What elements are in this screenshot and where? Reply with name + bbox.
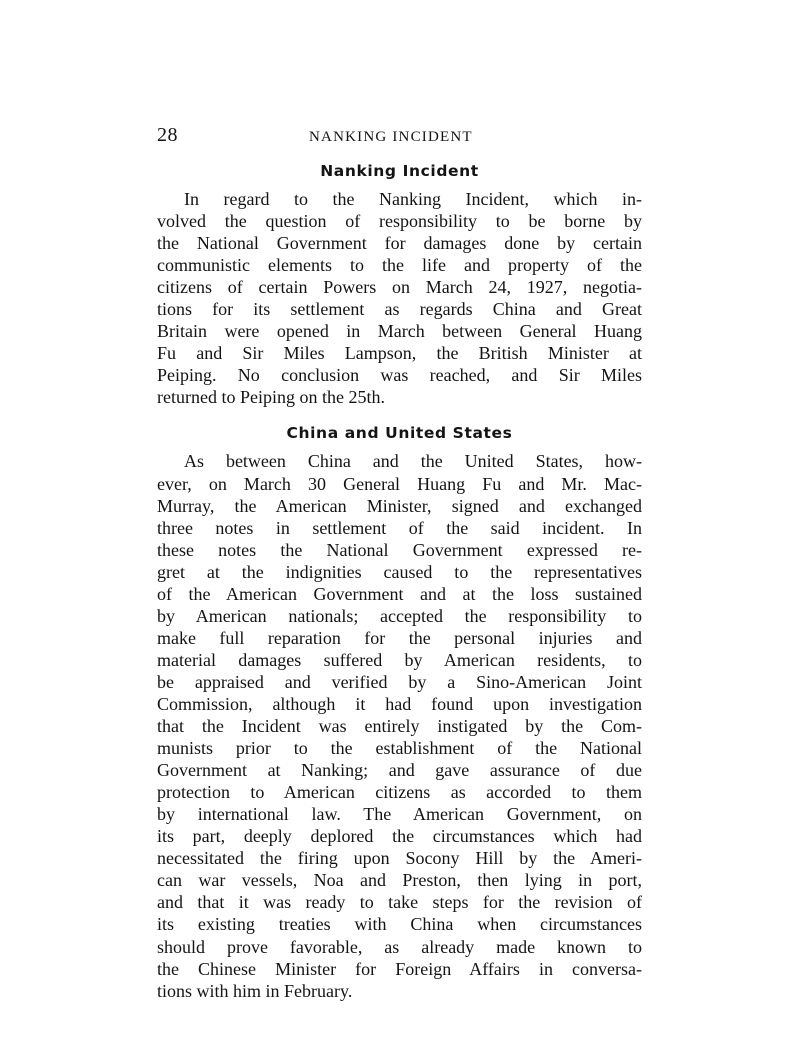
text-line: gret at the indignities caused to the representatives [157, 561, 642, 582]
text-line: volved the question of responsibility to be borne by [157, 211, 642, 232]
text-line: of the American Government and at the loss sustained [157, 583, 642, 604]
text-line: citizens of certain Powers on March 24, 1927, negotia- [157, 277, 642, 298]
section-heading-china-and-united-states: China and United States [286, 424, 513, 443]
text-line: necessitated the firing upon Socony Hill by the Ameri- [157, 848, 642, 869]
text-line: should prove favorable, as already made known to [157, 936, 642, 957]
text-line: these notes the National Government expressed re- [157, 539, 642, 560]
section-heading-nanking-incident: Nanking Incident [320, 162, 479, 180]
text-line: communistic elements to the life and property of the [157, 255, 642, 276]
book-page [157, 124, 642, 1002]
running-title: NANKING INCIDENT [309, 129, 473, 145]
text-line: the Chinese Minister for Foreign Affairs in conversa- [157, 958, 642, 979]
text-line: tions with him in February. [157, 980, 353, 1001]
text-line: make full reparation for the personal injuries and [157, 627, 642, 648]
page-number: 28 [157, 124, 178, 146]
paragraph-china-and-united-states [157, 450, 642, 1001]
text-line: and that it was ready to take steps for the revision of [157, 892, 642, 913]
text-line: Peiping. No conclusion was reached, and Sir Miles [157, 365, 642, 386]
text-line: ever, on March 30 General Huang Fu and Mr. Mac- [157, 473, 642, 494]
text-line: munists prior to the establishment of the National [157, 738, 642, 759]
text-line: In regard to the Nanking Incident, which in- [184, 189, 642, 209]
text-line: by international law. The American Government, on [157, 804, 642, 825]
text-line: Fu and Sir Miles Lampson, the British Minister at [157, 343, 642, 364]
text-line: can war vessels, Noa and Preston, then lying in port, [157, 870, 642, 891]
text-line: material damages suffered by American residents, to [157, 649, 642, 670]
text-line: its existing treaties with China when circumstances [157, 914, 642, 935]
text-line: returned to Peiping on the 25th. [157, 387, 385, 408]
text-line: the National Government for damages done by certain [157, 233, 642, 254]
running-head [157, 124, 642, 152]
text-line: protection to American citizens as accorded to them [157, 782, 642, 803]
text-line: be appraised and verified by a Sino-American Joint [157, 671, 642, 692]
text-line: Murray, the American Minister, signed and exchanged [157, 495, 642, 516]
paragraph-nanking-incident [157, 188, 642, 408]
text-line: Britain were opened in March between General Huang [157, 321, 642, 342]
text-line: Government at Nanking; and gave assurance of due [157, 760, 642, 781]
text-line: tions for its settlement as regards China and Great [157, 299, 642, 320]
text-line: by American nationals; accepted the responsibility to [157, 605, 642, 626]
text-line: that the Incident was entirely instigated by the Com- [157, 716, 642, 737]
text-line: three notes in settlement of the said incident. In [157, 517, 642, 538]
text-line: its part, deeply deplored the circumstances which had [157, 826, 642, 847]
text-line: Commission, although it had found upon investigation [157, 693, 642, 714]
text-line: As between China and the United States, how- [184, 451, 642, 472]
